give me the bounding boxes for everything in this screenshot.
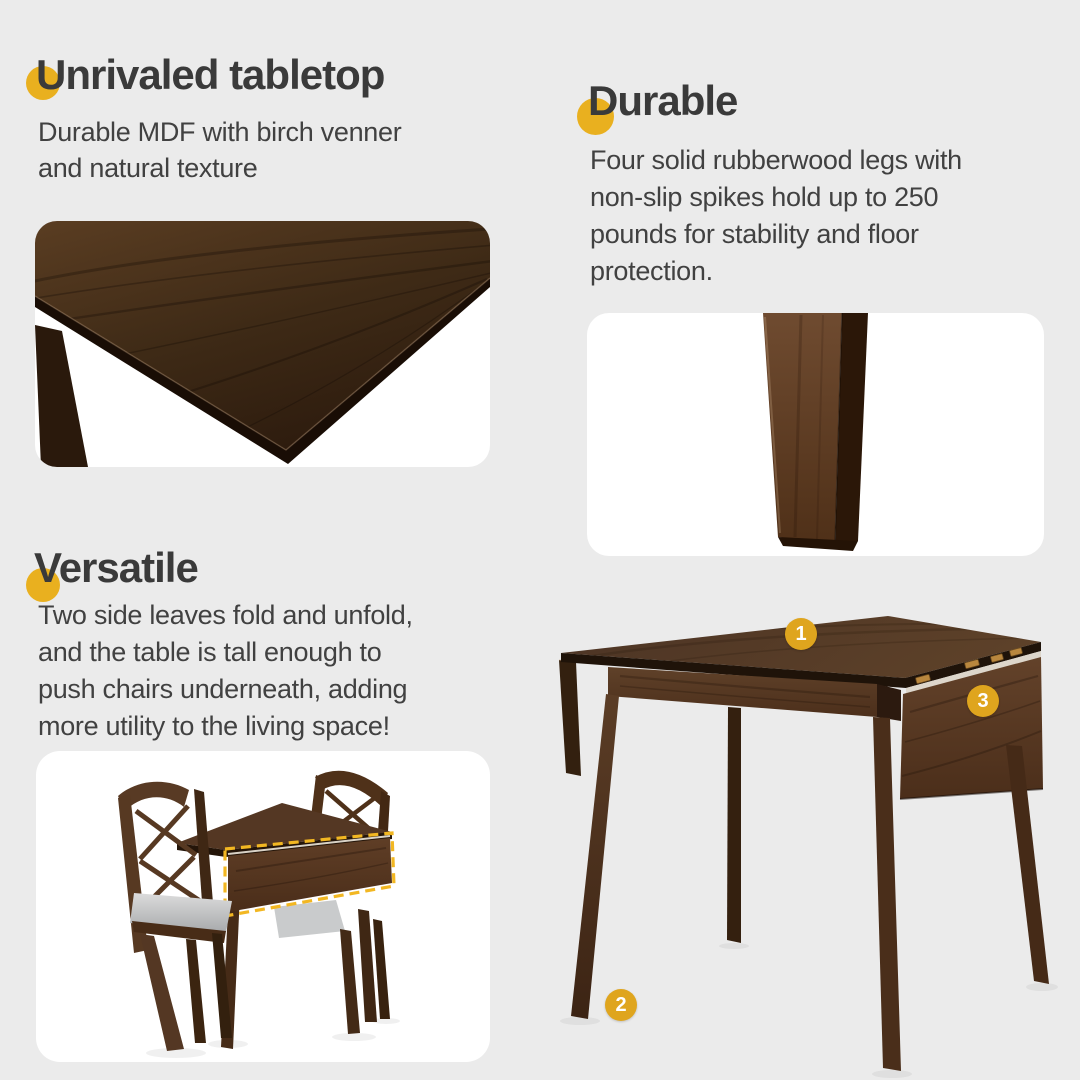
body-line: non-slip spikes hold up to 250 bbox=[590, 182, 939, 212]
table-leg bbox=[763, 313, 868, 551]
floor-shadow bbox=[146, 1018, 400, 1058]
tabletop-corner-photo bbox=[35, 221, 490, 467]
body-line: and natural texture bbox=[38, 153, 258, 183]
leg-photo-card bbox=[587, 313, 1044, 556]
table-leg bbox=[35, 325, 88, 467]
dining-chair bbox=[118, 782, 232, 1051]
body-line: Two side leaves fold and unfold, bbox=[38, 600, 413, 630]
tabletop-section-body bbox=[38, 114, 401, 186]
tabletop-surface bbox=[35, 221, 490, 464]
durable-section-heading: Durable bbox=[588, 77, 738, 124]
body-line: Durable MDF with birch venner bbox=[38, 117, 402, 147]
body-line: and the table is tall enough to bbox=[38, 637, 382, 667]
body-line: more utility to the living space! bbox=[38, 711, 390, 741]
dining-set-photo bbox=[36, 751, 490, 1062]
table-leg-photo bbox=[587, 313, 1044, 556]
body-line: pounds for stability and floor bbox=[590, 219, 919, 249]
callout-2: 2 bbox=[605, 989, 637, 1021]
tabletop-section-heading: Unrivaled tabletop bbox=[36, 51, 385, 98]
versatile-section-body bbox=[38, 597, 413, 745]
callout-1: 1 bbox=[785, 618, 817, 650]
versatile-section-heading: Versatile bbox=[34, 544, 198, 591]
tabletop-photo-card bbox=[35, 221, 490, 467]
callout-3: 3 bbox=[967, 685, 999, 717]
body-line: push chairs underneath, adding bbox=[38, 674, 408, 704]
body-line: Four solid rubberwood legs with bbox=[590, 145, 962, 175]
dining-set-photo-card bbox=[36, 751, 490, 1062]
durable-section-body bbox=[590, 142, 962, 290]
body-line: protection. bbox=[590, 256, 713, 286]
drop-leaf-left bbox=[559, 660, 581, 776]
